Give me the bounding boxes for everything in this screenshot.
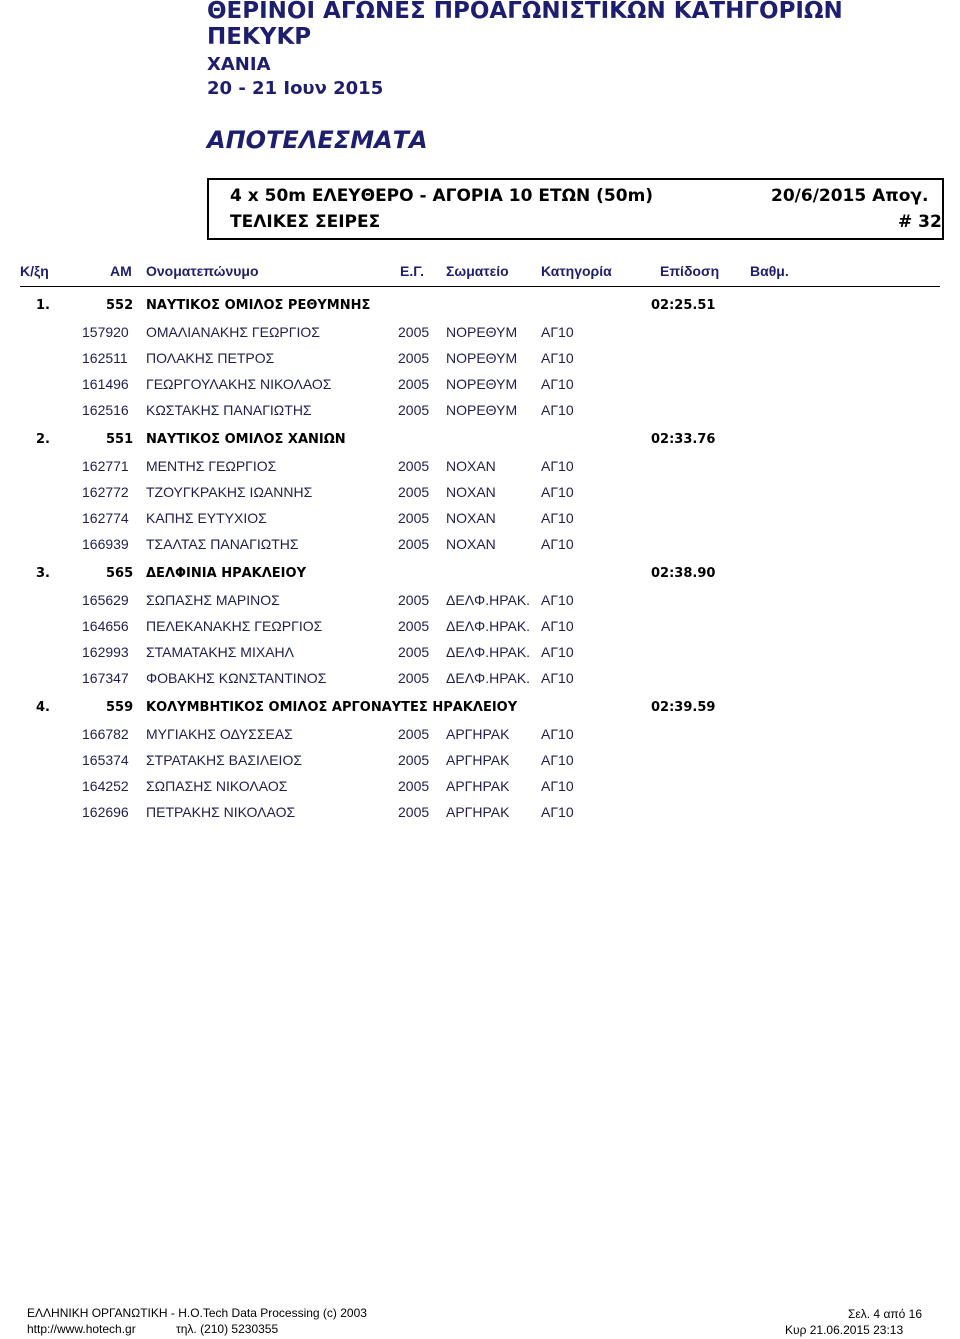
swimmer-am: 157920 [82,324,129,340]
footer-phone: τηλ. (210) 5230355 [176,1322,279,1336]
swimmer-club: ΝΟΧΑΝ [446,458,496,474]
swimmer-am: 167347 [82,670,129,686]
footer-printed: Κυρ 21.06.2015 23:13 [785,1323,904,1337]
swimmer-am: 164656 [82,618,129,634]
swimmer-name: ΚΩΣΤΑΚΗΣ ΠΑΝΑΓΙΩΤΗΣ [146,402,312,418]
swimmer-am: 162772 [82,484,129,500]
swimmer-year: 2005 [398,510,430,526]
swimmer-name: ΜΥΓΙΑΚΗΣ ΟΔΥΣΣΕΑΣ [146,726,293,742]
swimmer-name: ΟΜΑΛΙΑΝΑΚΗΣ ΓΕΩΡΓΙΟΣ [146,324,320,340]
swimmer-club: ΔΕΛΦ.ΗΡΑΚ. [446,618,531,634]
swimmer-year: 2005 [398,752,430,768]
swimmer-am: 166782 [82,726,129,742]
team-name: ΚΟΛΥΜΒΗΤΙΚΟΣ ΟΜΙΛΟΣ ΑΡΓΟΝΑΥΤΕΣ ΗΡΑΚΛΕΙΟΥ [146,700,518,715]
swimmer-name: ΤΣΑΛΤΑΣ ΠΑΝΑΓΙΩΤΗΣ [146,536,299,552]
swimmer-club: ΝΟΡΕΘΥΜ [446,350,518,366]
team-name: ΔΕΛΦΙΝΙΑ ΗΡΑΚΛΕΙΟΥ [146,566,306,581]
swimmer-club: ΝΟΧΑΝ [446,510,496,526]
swimmer-year: 2005 [398,778,430,794]
organizer: ΠΕΚΥΚΡ [207,24,312,50]
col-name: Ονοματεπώνυμο [146,263,259,279]
col-year: Ε.Γ. [400,263,424,279]
swimmer-name: ΜΕΝΤΗΣ ΓΕΩΡΓΙΟΣ [146,458,277,474]
team-time: 02:33.76 [651,432,716,447]
swimmer-year: 2005 [398,458,430,474]
swimmer-club: ΑΡΓΗΡΑΚ [446,752,510,768]
event-number: # 32 [898,212,942,232]
team-am: 559 [106,700,134,715]
swimmer-club: ΝΟΡΕΘΥΜ [446,376,518,392]
swimmer-category: ΑΓ10 [541,350,574,366]
swimmer-am: 162774 [82,510,129,526]
swimmer-category: ΑΓ10 [541,804,574,820]
swimmer-name: ΣΩΠΑΣΗΣ ΜΑΡΙΝΟΣ [146,592,280,608]
col-points: Βαθμ. [750,263,789,279]
swimmer-club: ΔΕΛΦ.ΗΡΑΚ. [446,644,531,660]
swimmer-name: ΚΑΠΗΣ ΕΥΤΥΧΙΟΣ [146,510,267,526]
team-name: ΝΑΥΤΙΚΟΣ ΟΜΙΛΟΣ ΡΕΘΥΜΝΗΣ [146,298,371,313]
col-category: Κατηγορία [541,263,612,279]
swimmer-club: ΝΟΧΑΝ [446,536,496,552]
swimmer-category: ΑΓ10 [541,618,574,634]
swimmer-club: ΑΡΓΗΡΑΚ [446,778,510,794]
event-stage: ΤΕΛΙΚΕΣ ΣΕΙΡΕΣ [230,212,381,232]
swimmer-club: ΑΡΓΗΡΑΚ [446,726,510,742]
swimmer-year: 2005 [398,324,430,340]
team-time: 02:25.51 [651,298,716,313]
swimmer-category: ΑΓ10 [541,726,574,742]
footer-org: ΕΛΛΗΝΙΚΗ ΟΡΓΑΝΩΤΙΚΗ - Η.Ο.Tech Data Processing (c) 2003 [27,1306,367,1320]
swimmer-category: ΑΓ10 [541,484,574,500]
swimmer-category: ΑΓ10 [541,376,574,392]
swimmer-year: 2005 [398,350,430,366]
team-name: ΝΑΥΤΙΚΟΣ ΟΜΙΛΟΣ ΧΑΝΙΩΝ [146,432,346,447]
swimmer-year: 2005 [398,592,430,608]
header-rule [20,286,940,287]
swimmer-category: ΑΓ10 [541,510,574,526]
swimmer-category: ΑΓ10 [541,402,574,418]
team-rank: 1. [36,298,50,313]
swimmer-club: ΔΕΛΦ.ΗΡΑΚ. [446,670,531,686]
col-am: ΑΜ [110,263,132,279]
swimmer-am: 164252 [82,778,129,794]
swimmer-year: 2005 [398,484,430,500]
team-am: 565 [106,566,134,581]
swimmer-year: 2005 [398,376,430,392]
event-date: 20/6/2015 Απογ. [771,186,929,206]
swimmer-name: ΦΟΒΑΚΗΣ ΚΩΝΣΤΑΝΤΙΝΟΣ [146,670,327,686]
swimmer-year: 2005 [398,644,430,660]
team-rank: 4. [36,700,50,715]
swimmer-am: 162993 [82,644,129,660]
team-am: 552 [106,298,134,313]
swimmer-category: ΑΓ10 [541,778,574,794]
swimmer-name: ΤΖΟΥΓΚΡΑΚΗΣ ΙΩΑΝΝΗΣ [146,484,313,500]
swimmer-year: 2005 [398,670,430,686]
swimmer-year: 2005 [398,618,430,634]
city: ΧΑΝΙΑ [207,54,271,75]
swimmer-category: ΑΓ10 [541,644,574,660]
swimmer-year: 2005 [398,402,430,418]
footer-page: Σελ. 4 από 16 [848,1307,923,1321]
dates: 20 - 21 Ιουν 2015 [207,78,384,99]
swimmer-name: ΠΟΛΑΚΗΣ ΠΕΤΡΟΣ [146,350,275,366]
col-time: Επίδοση [660,263,720,279]
footer-url[interactable]: http://www.hotech.gr [27,1322,136,1336]
swimmer-name: ΣΩΠΑΣΗΣ ΝΙΚΟΛΑΟΣ [146,778,288,794]
swimmer-category: ΑΓ10 [541,752,574,768]
swimmer-year: 2005 [398,536,430,552]
team-time: 02:38.90 [651,566,716,581]
team-rank: 2. [36,432,50,447]
swimmer-name: ΣΤΑΜΑΤΑΚΗΣ ΜΙΧΑΗΛ [146,644,294,660]
swimmer-year: 2005 [398,804,430,820]
results-heading: ΑΠΟΤΕΛΕΣΜΑΤΑ [207,126,428,154]
swimmer-category: ΑΓ10 [541,536,574,552]
swimmer-name: ΣΤΡΑΤΑΚΗΣ ΒΑΣΙΛΕΙΟΣ [146,752,302,768]
col-rank: Κ/ξη [20,263,49,279]
swimmer-club: ΝΟΡΕΘΥΜ [446,324,518,340]
swimmer-year: 2005 [398,726,430,742]
swimmer-am: 161496 [82,376,129,392]
swimmer-club: ΝΟΧΑΝ [446,484,496,500]
swimmer-club: ΔΕΛΦ.ΗΡΑΚ. [446,592,531,608]
swimmer-category: ΑΓ10 [541,592,574,608]
swimmer-name: ΓΕΩΡΓΟΥΛΑΚΗΣ ΝΙΚΟΛΑΟΣ [146,376,332,392]
swimmer-am: 165374 [82,752,129,768]
swimmer-name: ΠΕΤΡΑΚΗΣ ΝΙΚΟΛΑΟΣ [146,804,296,820]
swimmer-category: ΑΓ10 [541,670,574,686]
swimmer-am: 166939 [82,536,129,552]
event-name: 4 x 50m ΕΛΕΥΘΕΡΟ - ΑΓΟΡΙΑ 10 ΕΤΩΝ (50m) [230,186,654,206]
swimmer-category: ΑΓ10 [541,324,574,340]
swimmer-am: 162696 [82,804,129,820]
swimmer-category: ΑΓ10 [541,458,574,474]
swimmer-club: ΑΡΓΗΡΑΚ [446,804,510,820]
swimmer-am: 162771 [82,458,129,474]
team-time: 02:39.59 [651,700,716,715]
competition-title: ΘΕΡΙΝΟΙ ΑΓΩΝΕΣ ΠΡΟΑΓΩΝΙΣΤΙΚΩΝ ΚΑΤΗΓΟΡΙΩΝ [207,0,843,24]
team-rank: 3. [36,566,50,581]
swimmer-am: 165629 [82,592,129,608]
swimmer-name: ΠΕΛΕΚΑΝΑΚΗΣ ΓΕΩΡΓΙΟΣ [146,618,323,634]
team-am: 551 [106,432,134,447]
swimmer-club: ΝΟΡΕΘΥΜ [446,402,518,418]
col-club: Σωματείο [446,263,509,279]
swimmer-am: 162516 [82,402,129,418]
swimmer-am: 162511 [82,350,128,366]
